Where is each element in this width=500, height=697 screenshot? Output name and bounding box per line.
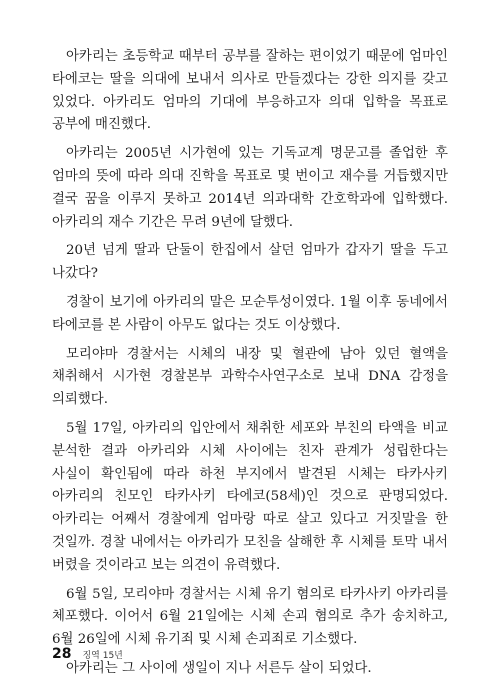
page-footer	[52, 646, 123, 662]
paragraph-4: 경찰이 보기에 아카리의 말은 모순투성이였다. 1월 이후 동네에서 타에코를 본 사람이 아무도 없다는 것도 이상했다.	[52, 294, 448, 333]
page-number: 28	[52, 646, 72, 662]
paragraph-2: 아카리는 2005년 시가현에 있는 기독교계 명문고를 졸업한 후 엄마의 뜻에 따라 의대 진학을 목표로 몇 번이고 재수를 거듭했지만 결국 꿈을 이루지 못하고 2014년 의과대학 간호학과에 입학했다. 아카리의 재수 기간은 무려 9년에 달했다.	[52, 146, 448, 230]
paragraph-7: 6월 5일, 모리야마 경찰서는 시체 유기 혐의로 타카사키 아카리를 체포했다. 이어서 6월 21일에는 시체 손괴 혐의로 추가 송치하고, 6월 26일에 시체 유기죄 및 시체 손괴죄로 기소했다.	[52, 586, 448, 648]
paragraph-3: 20년 넘게 딸과 단둘이 한집에서 살던 엄마가 갑자기 딸을 두고 나갔다?	[52, 243, 448, 282]
paragraph-6: 5월 17일, 아카리의 입안에서 채취한 세포와 부친의 타액을 비교 분석한 결과 아카리와 시체 사이에는 친자 관계가 성립한다는 사실이 확인됨에 따라 하천 부지에서 발견된 시체는 타카사키 아카리의 친모인 타카사키 타에코(58세)인 것으로 판명되었다. 아카리는 어째서 경찰에게 엄마랑 따로 살고 있다고 거짓말을 한 것일까. 경찰 내에서는 아카리가 모친을 살해한 후 시체를 토막 내서 버렸을 것이라고 보는 의견이 유력했다.	[52, 420, 448, 573]
paragraph-5: 모리야마 경찰서는 시체의 내장 및 혈관에 남아 있던 혈액을 채취해서 시가현 경찰본부 과학수사연구소로 보내 DNA 감정을 의뢰했다.	[52, 346, 448, 408]
page-body	[52, 46, 448, 687]
paragraph-1: 아카리는 초등학교 때부터 공부를 잘하는 편이었기 때문에 엄마인 타에코는 딸을 의대에 보내서 의사로 만들겠다는 강한 의지를 갖고 있었다. 아카리도 엄마의 기대에 부응하고자 의대 입학을 목표로 공부에 매진했다.	[52, 49, 448, 133]
running-title: 징역 15년	[82, 651, 123, 661]
paragraph-8: 아카리는 그 사이에 생일이 지나 서른두 살이 되었다.	[66, 660, 372, 676]
